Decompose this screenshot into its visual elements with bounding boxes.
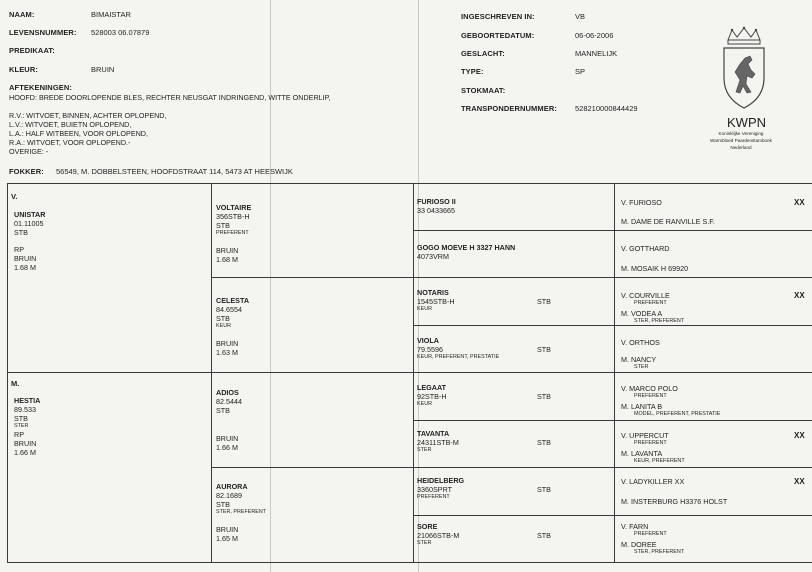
gen3-cell (417, 243, 515, 261)
dam-predicate: STER (14, 423, 29, 429)
gen3-name: FURIOSO II (417, 197, 456, 206)
gen3-stamboek: STB (537, 531, 551, 540)
gen2-stamboek: STB (216, 500, 230, 509)
paper-fold (270, 0, 271, 572)
gen4-sire: V. MARCO POLO (621, 384, 678, 393)
gen2-name: CELESTA (216, 296, 250, 305)
gen4-sire-cell (621, 291, 670, 307)
predikaat-label: PREDIKAAT: (9, 46, 55, 55)
gen4-dam: M. LAVANTA (621, 449, 663, 458)
gen4-sire-predicate: PREFERENT (634, 393, 667, 399)
gen4-thoroughbred-mark: XX (794, 477, 805, 486)
sire-name: UNISTAR (14, 210, 46, 219)
gen3-number: 1545STB-H (417, 297, 455, 306)
gen4-sire-predicate: PREFERENT (634, 300, 667, 306)
gen3-stamboek: STB (537, 345, 551, 354)
transponder-value: 528210000844429 (575, 104, 638, 113)
gen4-dam-predicate: STER, PREFERENT (634, 318, 685, 324)
geslacht-value: MANNELIJK (575, 49, 618, 58)
kleur-value: BRUIN (91, 65, 115, 74)
gen2-name: ADIOS (216, 388, 239, 397)
sire-type: RP (14, 245, 24, 254)
gen2-stamboek: STB (216, 221, 230, 230)
gen2-predicate: PREFERENT (216, 230, 249, 236)
gen4-sire: V. GOTTHARD (621, 244, 670, 253)
gen4-sire: V. FURIOSO (621, 198, 662, 207)
gen3-number: 24311STB-M (417, 438, 459, 447)
gen4-thoroughbred-mark: XX (794, 291, 805, 300)
gen3-name: GOGO MOEVE H 3327 HANN (417, 243, 516, 252)
gen4-sire-predicate: PREFERENT (634, 440, 667, 446)
dam-color: BRUIN (14, 439, 37, 448)
gen4-dam: M. VODEA A (621, 309, 663, 318)
gen2-predicate: KEUR (216, 323, 231, 329)
gen2-name: VOLTAIRE (216, 203, 252, 212)
gen4-dam: M. DAME DE RANVILLE S.F. (621, 217, 715, 226)
gen2-color: BRUIN (216, 246, 239, 255)
aftekeningen-hoofd: HOOFD: BREDE DOORLOPENDE BLES, RECHTER NEUSGAT INDRINGEND, WITTE ONDERLIP, (9, 93, 331, 102)
gen4-dam-cell (621, 309, 684, 325)
gen2-cell (216, 296, 249, 357)
gen3-cell (417, 197, 456, 215)
gen3-name: LEGAAT (417, 383, 447, 392)
geslacht-label: GESLACHT: (461, 49, 505, 58)
gen4-thoroughbred-mark: XX (794, 198, 805, 207)
gen2-height: 1.66 M (216, 443, 238, 452)
gen2-height: 1.63 M (216, 348, 238, 357)
gen4-dam-predicate: STER (634, 364, 649, 370)
dam-stamboek: STB (14, 414, 28, 423)
gen4-dam-cell (621, 402, 720, 418)
gen4-sire: V. ORTHOS (621, 338, 660, 347)
gen4-sire-cell (621, 431, 669, 447)
gen2-cell (216, 388, 242, 452)
naam-label: NAAM: (9, 10, 35, 19)
gen3-name: HEIDELBERG (417, 476, 465, 485)
gen4-sire: V. COURVILLE (621, 291, 670, 300)
gen2-cell (216, 203, 251, 264)
gen4-dam: M. DOREE (621, 540, 657, 549)
fokker-label: FOKKER: (9, 167, 44, 176)
gen2-color: BRUIN (216, 339, 239, 348)
gen4-dam-cell (621, 540, 684, 556)
gen4-sire: V. LADYKILLER XX (621, 477, 685, 486)
gen2-number: 356STB-H (216, 212, 250, 221)
kwpn-line3: Nederland (730, 145, 752, 150)
aftekeningen-title: AFTEKENINGEN: (9, 83, 72, 92)
kwpn-line1: Koninklijke Vereniging (718, 131, 764, 136)
gen4-sire: V. UPPERCUT (621, 431, 669, 440)
gen3-cell (417, 336, 499, 361)
gen3-stamboek: STB (537, 485, 551, 494)
gen4-dam: M. NANCY (621, 355, 657, 364)
gen4-dam: M. LANITA B (621, 402, 663, 411)
dam-height: 1.66 M (14, 448, 36, 457)
dam-number: 89.533 (14, 405, 36, 414)
gen3-number: 79.5596 (417, 345, 443, 354)
gen4-sire-cell (621, 522, 667, 538)
gen3-number: 21066STB-M (417, 531, 460, 540)
gen2-stamboek: STB (216, 406, 230, 415)
sire-color: BRUIN (14, 254, 37, 263)
gen2-number: 82.1689 (216, 491, 242, 500)
gen4-dam: M. INSTERBURG H3376 HOLST (621, 497, 728, 506)
gen3-number: 92STB-H (417, 392, 447, 401)
gen2-height: 1.68 M (216, 255, 238, 264)
gen3-number: 4073VRM (417, 252, 449, 261)
gen3-name: SORE (417, 522, 438, 531)
gen4-dam-cell (621, 355, 656, 371)
gen4-sire: V. FARN (621, 522, 649, 531)
gen3-stamboek: STB (537, 438, 551, 447)
gen3-stamboek: STB (537, 392, 551, 401)
gen4-dam-predicate: MODEL, PREFERENT, PRESTATIE (634, 411, 721, 417)
dam-side-label: M. (11, 379, 20, 388)
gen3-predicate: KEUR, PREFERENT, PRESTATIE (417, 354, 500, 360)
aftekeningen-ra: R.A.: WITVOET, VOOR OPLOPEND.- (9, 138, 131, 147)
sire-height: 1.68 M (14, 263, 36, 272)
kwpn-line2: Warmbloed Paardenstamboek (710, 138, 772, 143)
gen2-color: BRUIN (216, 434, 239, 443)
gen2-predicate: STER, PREFERENT (216, 509, 267, 515)
gen3-cell (417, 476, 464, 501)
aftekeningen-la: L.A.: HALF WITBEEN, VOOR OPLOPEND, (9, 129, 148, 138)
kwpn-logo-text: KWPN (727, 115, 766, 130)
gen3-number: 3360SPRT (417, 485, 453, 494)
ingeschreven-label: INGESCHREVEN IN: (461, 12, 535, 21)
ingeschreven-value: VB (575, 12, 586, 21)
aftekeningen-lv: L.V.: WITVOET, BUIETN OPLOPEND, (9, 120, 132, 129)
type-value: SP (575, 67, 586, 76)
gen3-predicate: STER (417, 540, 432, 546)
gen3-number: 33 0433665 (417, 206, 455, 215)
gen4-sire-cell (621, 384, 678, 400)
aftekeningen-rv: R.V.: WITVOET, BINNEN, ACHTER OPLOPEND, (9, 111, 167, 120)
gen4-dam-predicate: KEUR, PREFERENT (634, 458, 685, 464)
geboortedatum-label: GEBOORTEDATUM: (461, 31, 535, 40)
levensnummer-label: LEVENSNUMMER: (9, 28, 77, 37)
gen3-predicate: PREFERENT (417, 494, 450, 500)
gen2-cell (216, 482, 266, 543)
gen3-predicate: KEUR (417, 401, 432, 407)
gen4-dam-cell (621, 449, 685, 465)
gen3-cell (417, 522, 459, 547)
gen3-name: NOTARIS (417, 288, 449, 297)
sire-number: 01.11005 (14, 219, 44, 228)
gen3-cell (417, 383, 447, 408)
gen4-sire-predicate: PREFERENT (634, 531, 667, 537)
geboortedatum-value: 06-06-2006 (575, 31, 614, 40)
gen4-thoroughbred-mark: XX (794, 431, 805, 440)
gen3-cell (417, 429, 459, 454)
gen3-name: VIOLA (417, 336, 439, 345)
gen3-cell (417, 288, 455, 313)
kwpn-crest-icon (718, 26, 770, 114)
gen2-stamboek: STB (216, 314, 230, 323)
transponder-label: TRANSPONDERNUMMER: (461, 104, 557, 113)
gen2-number: 82.5444 (216, 397, 242, 406)
gen2-color: BRUIN (216, 525, 239, 534)
gen3-predicate: KEUR (417, 306, 432, 312)
gen3-name: TAVANTA (417, 429, 450, 438)
type-label: TYPE: (461, 67, 484, 76)
aftekeningen-overige: OVERIGE: - (9, 147, 49, 156)
gen4-dam: M. MOSAIK H 69920 (621, 264, 689, 273)
kleur-label: KLEUR: (9, 65, 38, 74)
levensnummer-value: 528003 06.07879 (91, 28, 150, 37)
gen3-predicate: STER (417, 447, 432, 453)
sire-side-label: V. (11, 192, 18, 201)
sire-stamboek: STB (14, 228, 28, 237)
gen3-stamboek: STB (537, 297, 551, 306)
gen2-number: 84.6554 (216, 305, 242, 314)
fokker-value: 56549, M. DOBBELSTEEN, HOOFDSTRAAT 114, 5473 AT HEESWIJK (56, 167, 293, 176)
naam-value: BIMAISTAR (91, 10, 131, 19)
gen4-dam-predicate: STER, PREFERENT (634, 549, 685, 555)
gen2-height: 1.65 M (216, 534, 238, 543)
stokmaat-label: STOKMAAT: (461, 86, 506, 95)
dam-type: RP (14, 430, 24, 439)
dam-name: HESTIA (14, 396, 41, 405)
gen2-name: AURORA (216, 482, 248, 491)
